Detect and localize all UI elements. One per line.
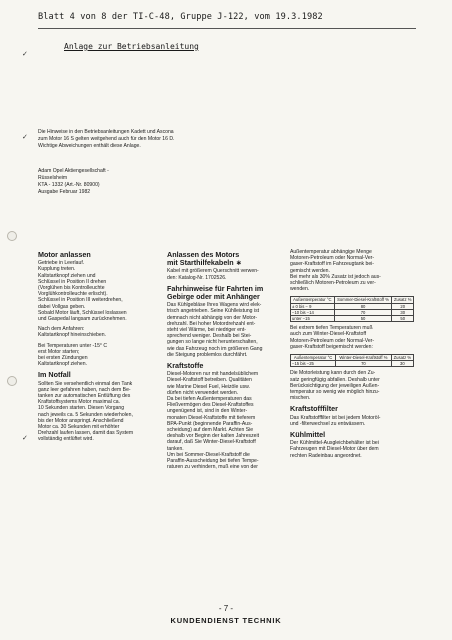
mixing-table-summer [290,296,414,322]
heading-fahrhinweise: Fahrhinweise für Fahrten im Gebirge oder mit Anhänger [167,283,264,302]
heading-kuehlmittel: Kühlmittel [290,430,326,440]
paragraph: Kabel mit größerem Querschnitt verwen- den: Katalog-Nr. 1702526. [167,268,259,281]
paragraph: Bei extrem tiefen Temperaturen muß auch zum Winter-Diesel-Kraftstoff Motoren-Petroleum oder Normal-Ver- gaser-Kraftstoff beigemischt werden: [290,325,375,350]
paragraph: Das Kühlgebläse Ihres Wagens wird elek- trisch angetrieben. Seine Kühlleistung ist demnach nicht abhängig von der Motor- drehzahl. Bei hoher Motordrehzahl ent- steht viel Wärme, bei niedriger ent- sprechend weniger. Deshalb bei Stei- gungen so lange nicht herunterschalten, wie das Fahrzeug noch im größeren Gang die Steigung problemlos durchfährt. [167,302,263,358]
heading-anlassen-starthilfe: Anlassen des Motors mit Starthilfekabeln ∗ [167,250,242,268]
margin-tick-mark: ✓ [22,435,28,442]
paragraph: Getriebe in Leerlauf. Kupplung treten. Kaltstartknopf ziehen und Schlüssel in Position II drehen (Vorglühen bis Kontrolleuchte Vorglühkontrolleuchte erlischt). Schlüssel in Position III weiterdrehen, dabei Vollgas geben. Sobald Motor läuft, Schlüssel loslassen und Gaspedal langsam zurücknehmen. [38,260,127,323]
paragraph: Nach dem Anfahren: Kaltstartknopf hineinschieben. [38,326,106,339]
heading-motor-anlassen: Motor anlassen [38,250,91,259]
punch-hole [7,231,17,241]
table-row: −10 bis −14 70 30 [291,309,414,315]
margin-tick-mark: ✓ [22,51,28,58]
heading-kraftstoffe: Kraftstoffe [167,361,204,371]
margin-tick-mark: ✓ [22,134,28,141]
paragraph: Der Kühlmittel-Ausgleichbehälter ist bei Fahrzeugen mit Diesel-Motor über dem rechten Radeinbau angeordnet. [290,440,379,459]
column-middle [167,251,279,475]
paragraph: Die Motorleistung kann durch den Zu- satz geringfügig abfallen. Deshalb unter Berücksichtigung der jeweiligen Außen- temperatur so wenig wie möglich hinzu- mischen. [290,370,380,402]
document-subtitle: Anlage zur Betriebsanleitung [64,42,199,51]
publisher-address: Adam Opel Aktiengesellschaft - Rüsselsheim KTA - 1332 (Art.-Nr. 80900) Ausgabe Februar 1982 [38,168,109,196]
paragraph: Sollten Sie versehentlich einmal den Tank ganz leer gefahren haben, nach dem Be- tanken zur automatischen Entlüftung des Kraftstoffsystems Motor maximal ca. 10 Sekunden starten. Diesen Vorgang nach jeweils ca. 5 Sekunden wiederholen, bis der Motor anspringt. Anschließend Motor ca. 30 Sekunden mit erhöhter Drehzahl laufen lassen, damit das System vollständig entlüftet wird. [38,380,134,443]
table-header-row: Außentemperatur °C Winter-Diesel-Kraftstoff % Zusatz % [291,355,414,361]
paragraph: Das Kraftstofffilter ist bei jedem Motoröl- und -filterwechsel zu entwässern. [290,414,381,427]
header-rule [38,28,416,29]
column-right [290,249,414,463]
paragraph: Außentemperatur abhängige Menge Motoren-Petroleum oder Normal-Ver- gaser-Kraftstoff im Fahrzeugtank bei- gemischt werden. Bei mehr als 30% Zusatz ist jedoch aus- schließlich Motoren-Petroleum zu ver- wenden. [290,249,381,293]
document-header: Blatt 4 von 8 der TI-C-48, Gruppe J-122, vom 19.3.1982 [38,12,323,22]
table-row: −15 bis −25 70 30 [291,361,414,367]
table-header-row: Außentemperatur °C Sommer-Diesel-Kraftstoff % Zusatz % [291,297,414,303]
table-row: unter −15 50 50 [291,316,414,322]
punch-hole [7,376,17,386]
mixing-table-winter [290,354,414,367]
heading-kraftstofffilter: Kraftstofffilter [290,404,338,414]
paragraph: Bei Temperaturen unter -15° C erst Motor starten; bei ersten Zündungen Kaltstartknopf ziehen. [38,342,108,368]
column-left [38,251,150,447]
intro-paragraph: Die Hinweise in den Betriebsanleitungen Kadett und Ascona zum Motor 16 S gelten weitgehend auch für den Motor 16 D. Wichtige Abweichungen enthält diese Anlage. [38,129,175,150]
page-number: - 7 - [218,604,234,613]
paragraph: Diesel-Motoren nur mit handelsüblichem Diesel-Kraftstoff betreiben. Qualitäten wie Marine Diesel Fuel, Heizöle usw. dürfen nicht verwendet werden. Da bei tiefen Außentemperaturen das Fließvermögen des Diesel-Kraftstoffes ungenügend ist, sind in den Winter- monaten Diesel-Kraftstoffe mit tieferem BPA-Punkt (beginnende Paraffin-Aus- scheidung) auf dem Markt. Achten Sie deshalb vor Beginn der kalten Jahreszeit darauf, daß Sie Winter-Diesel-Kraftstoff tanken. Um bei Sommer-Diesel-Kraftstoff die Paraffin-Ausscheidung bei tiefen Tempe- raturen zu verhindern, muß eine von der [167,371,260,471]
heading-im-notfall: Im Notfall [38,370,71,380]
footer-department: KUNDENDIENST TECHNIK [170,616,282,625]
table-row: ± 0 bis − 9 80 20 [291,303,414,309]
